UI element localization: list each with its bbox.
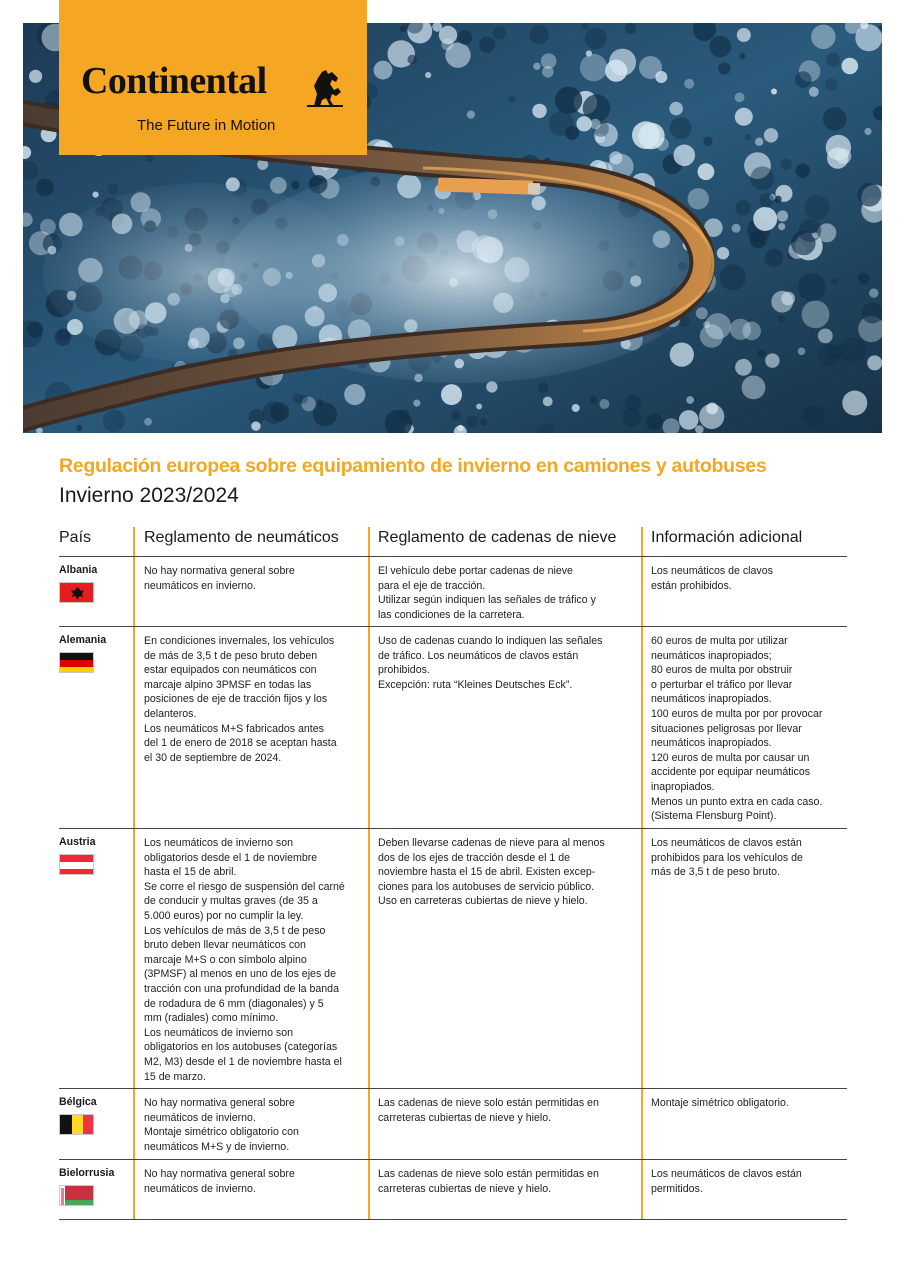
chains-text [378, 1167, 599, 1196]
brand-underline [307, 105, 343, 107]
chains-text [378, 634, 602, 692]
cell-line: Utilizar según indiquen las señales de tráfico y [378, 594, 596, 607]
country-name: Bélgica [59, 1096, 97, 1108]
cell-line: 5.000 euros) por no cumplir la ley. [144, 909, 304, 922]
cell-line: Los vehículos de más de 3,5 t de peso [144, 924, 326, 937]
cell-line: de conducir y multas graves (de 35 a [144, 895, 318, 908]
cell-line: mm (radiales) como mínimo. [144, 1012, 279, 1025]
cell-line: para el eje de tracción. [378, 579, 486, 592]
table-row-alemania [59, 627, 847, 829]
cell-line: prohibidos. [378, 664, 430, 677]
table-row-bielorrusia [59, 1160, 847, 1220]
cell-line: neumáticos M+S y de invierno. [144, 1140, 290, 1153]
regulation-table [59, 526, 847, 1220]
germany-flag-icon [59, 652, 94, 673]
cell-line: Las cadenas de nieve solo están permitidas en [378, 1168, 599, 1180]
table-row-albania [59, 557, 847, 627]
cell-line: permitidos. [651, 1182, 703, 1195]
cell-line: neumáticos inapropiados. [651, 693, 772, 706]
cell-line: carreteras cubiertas de nieve y hielo. [378, 1111, 552, 1124]
header-info: Información adicional [651, 529, 803, 546]
cell-line: Los neumáticos de clavos están [651, 837, 802, 849]
country-name: Bielorrusia [59, 1167, 115, 1179]
cell-line: prohibidos para los vehículos de [651, 851, 803, 864]
cell-line: Las cadenas de nieve solo están permitidas en [378, 1097, 599, 1109]
country-name: Albania [59, 564, 98, 576]
cell-line: bruto deben llevar neumáticos con [144, 939, 306, 952]
tyres-text [144, 1167, 295, 1196]
table-row-belgica [59, 1089, 847, 1160]
cell-line: posiciones de eje de tracción fijos y los [144, 693, 328, 706]
cell-line: (Sistema Flensburg Point). [651, 810, 777, 823]
albania-flag-icon [59, 582, 94, 603]
cell-line: neumáticos inapropiados; [651, 649, 772, 662]
cell-line: 120 euros de multa por causar un [651, 751, 810, 764]
cell-line: 80 euros de multa por obstruir [651, 664, 793, 677]
cell-line: 100 euros de multa por por provocar [651, 707, 823, 720]
tyres-text [144, 836, 345, 1084]
cell-line: Montaje simétrico obligatorio. [651, 1097, 789, 1109]
header-chains: Reglamento de cadenas de nieve [378, 529, 617, 546]
cell-line: Los neumáticos de invierno son [144, 1026, 293, 1039]
cell-line: 15 de marzo. [144, 1070, 206, 1083]
cell-line: accidente por equipar neumáticos [651, 766, 811, 779]
table-header [59, 526, 847, 557]
austria-flag-icon [59, 854, 94, 875]
cell-line: situaciones peligrosas por llevar [651, 722, 802, 735]
cell-line: de rodadura de 6 mm (diagonales) y 5 [144, 997, 324, 1010]
cell-line: (3PMSF) al menos en uno de los ejes de [144, 968, 336, 981]
chains-text [378, 836, 605, 909]
document-title: Regulación europea sobre equipamiento de invierno en camiones y autobuses [59, 455, 767, 477]
cell-line: ciones para los autobuses de servicio público. [378, 880, 595, 893]
cell-line: de tráfico. Los neumáticos de clavos están [378, 649, 579, 662]
cell-line: de más de 3,5 t de peso bruto deben [144, 649, 318, 662]
belgium-flag-icon [59, 1114, 94, 1135]
cell-line: obligatorios en los autobuses (categorías [144, 1041, 338, 1054]
horse-icon [308, 68, 344, 108]
cell-line: noviembre hasta el 15 de abril. Existen excep- [378, 866, 596, 879]
cell-line: más de 3,5 t de peso bruto. [651, 866, 780, 879]
info-text [651, 1167, 802, 1196]
cell-line: Los neumáticos M+S fabricados antes [144, 722, 324, 735]
cell-line: obligatorios desde el 1 de noviembre [144, 851, 318, 864]
cell-line: 60 euros de multa por utilizar [651, 635, 788, 647]
cell-line: Se corre el riesgo de suspensión del carné [144, 880, 345, 893]
cell-line: el 30 de septiembre de 2024. [144, 751, 282, 764]
cell-line: Menos un punto extra en cada caso. [651, 795, 823, 808]
cell-line: Los neumáticos de clavos [651, 565, 773, 577]
cell-line: marcaje M+S o con símbolo alpino [144, 953, 307, 966]
tyres-text [144, 634, 337, 765]
cell-line: tracción con una profundidad de la banda [144, 982, 339, 995]
belarus-flag-icon [59, 1185, 94, 1206]
chains-text [378, 1096, 599, 1125]
cell-line: o perturbar el tráfico por llevar [651, 678, 793, 691]
cell-line: Los neumáticos de clavos están [651, 1168, 802, 1180]
cell-line: No hay normativa general sobre [144, 565, 295, 577]
cell-line: Montaje simétrico obligatorio con [144, 1126, 299, 1139]
cell-line: Uso de cadenas cuando lo indiquen las señales [378, 635, 603, 647]
cell-line: las condiciones de la carretera. [378, 608, 525, 621]
header-country: País [59, 529, 92, 546]
cell-line: Excepción: ruta “Kleines Deutsches Eck”. [378, 678, 573, 691]
brand-tagline: The Future in Motion [137, 117, 276, 134]
cell-line: No hay normativa general sobre [144, 1168, 295, 1180]
cell-line: marcaje alpino 3PMSF en todas las [144, 678, 312, 691]
country-name: Alemania [59, 634, 107, 646]
info-text [651, 1096, 789, 1111]
brand-logo-box [59, 0, 367, 155]
cell-line: El vehículo debe portar cadenas de nieve [378, 565, 573, 577]
table-row-austria [59, 829, 847, 1089]
cell-line: neumáticos de invierno. [144, 1111, 256, 1124]
cell-line: estar equipados con neumáticos con [144, 664, 317, 677]
tyres-text [144, 1096, 299, 1154]
cell-line: neumáticos en invierno. [144, 579, 256, 592]
document-subtitle: Invierno 2023/2024 [59, 484, 239, 507]
cell-line: neumáticos inapropiados. [651, 737, 772, 750]
info-text [651, 836, 803, 880]
chains-text [378, 564, 596, 622]
cell-line: están prohibidos. [651, 579, 732, 592]
cell-line: delanteros. [144, 707, 197, 720]
cell-line: neumáticos de invierno. [144, 1182, 256, 1195]
brand-logo: Continental [81, 60, 267, 102]
info-text [651, 634, 822, 824]
cell-line: inapropiados. [651, 780, 715, 793]
cell-line: M2, M3) desde el 1 de noviembre hasta el [144, 1055, 342, 1068]
header-tyres: Reglamento de neumáticos [144, 529, 339, 546]
cell-line: No hay normativa general sobre [144, 1097, 295, 1109]
cell-line: carreteras cubiertas de nieve y hielo. [378, 1182, 552, 1195]
cell-line: dos de los ejes de tracción desde el 1 de [378, 851, 570, 864]
info-text [651, 564, 773, 593]
cell-line: Los neumáticos de invierno son [144, 837, 293, 849]
cell-line: hasta el 15 de abril. [144, 866, 237, 879]
country-name: Austria [59, 836, 96, 848]
cell-line: Uso en carreteras cubiertas de nieve y hielo. [378, 895, 588, 908]
cell-line: del 1 de enero de 2018 se aceptan hasta [144, 737, 337, 750]
tyres-text [144, 564, 295, 593]
cell-line: Deben llevarse cadenas de nieve para al menos [378, 837, 605, 849]
cell-line: En condiciones invernales, los vehículos [144, 635, 335, 647]
